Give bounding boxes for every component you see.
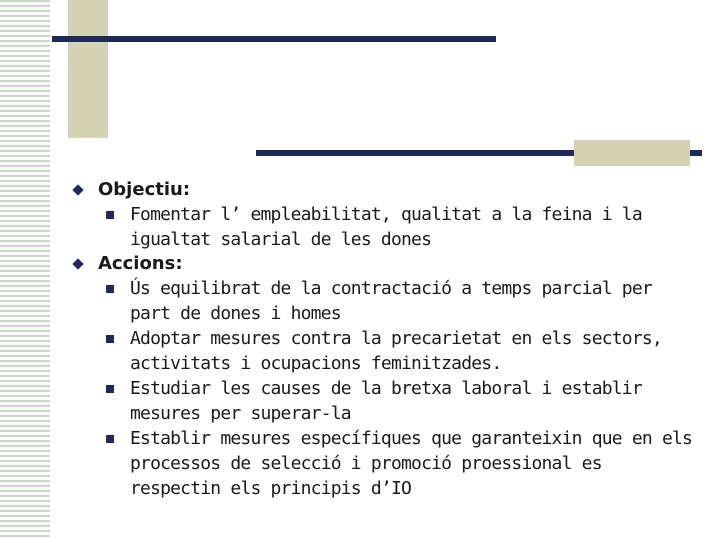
diamond-bullet-icon [72,258,83,269]
list-item-text: Adoptar mesures contra la precarietat en els sectors, activitats i ocupacions feminitzades. [130,328,662,374]
square-bullet-icon [106,435,114,443]
list-item-text: Fomentar l’ empleabilitat, qualitat a la feina i la igualtat salarial de les dones [130,204,642,250]
list-item-text: Ús equilibrat de la contractació a temps parcial per part de dones i homes [130,278,652,324]
square-bullet-icon [106,335,114,343]
decorative-block-top [68,0,108,138]
diamond-bullet-icon [72,184,83,195]
list-item-text: Establir mesures específiques que garanteixin que en els processos de selecció i promoció proessional es respectin els principis d’IO [130,428,693,499]
decorative-block-right [574,140,690,166]
square-bullet-icon [106,285,114,293]
list-item [72,276,712,326]
square-bullet-icon [106,385,114,393]
section-heading: Objectiu: [98,179,191,200]
title-rule-top [52,36,496,42]
list-item [72,426,712,501]
list-item [72,326,712,376]
decorative-stripes [0,0,50,540]
objectiu-list [72,202,712,252]
list-item [72,376,712,426]
section-accions [72,252,712,276]
list-item [72,202,712,252]
accions-list [72,276,712,501]
section-heading: Accions: [98,253,183,274]
section-objectiu [72,178,712,202]
list-item-text: Estudiar les causes de la bretxa laboral i establir mesures per superar-la [130,378,642,424]
slide-body [72,178,712,501]
square-bullet-icon [106,211,114,219]
